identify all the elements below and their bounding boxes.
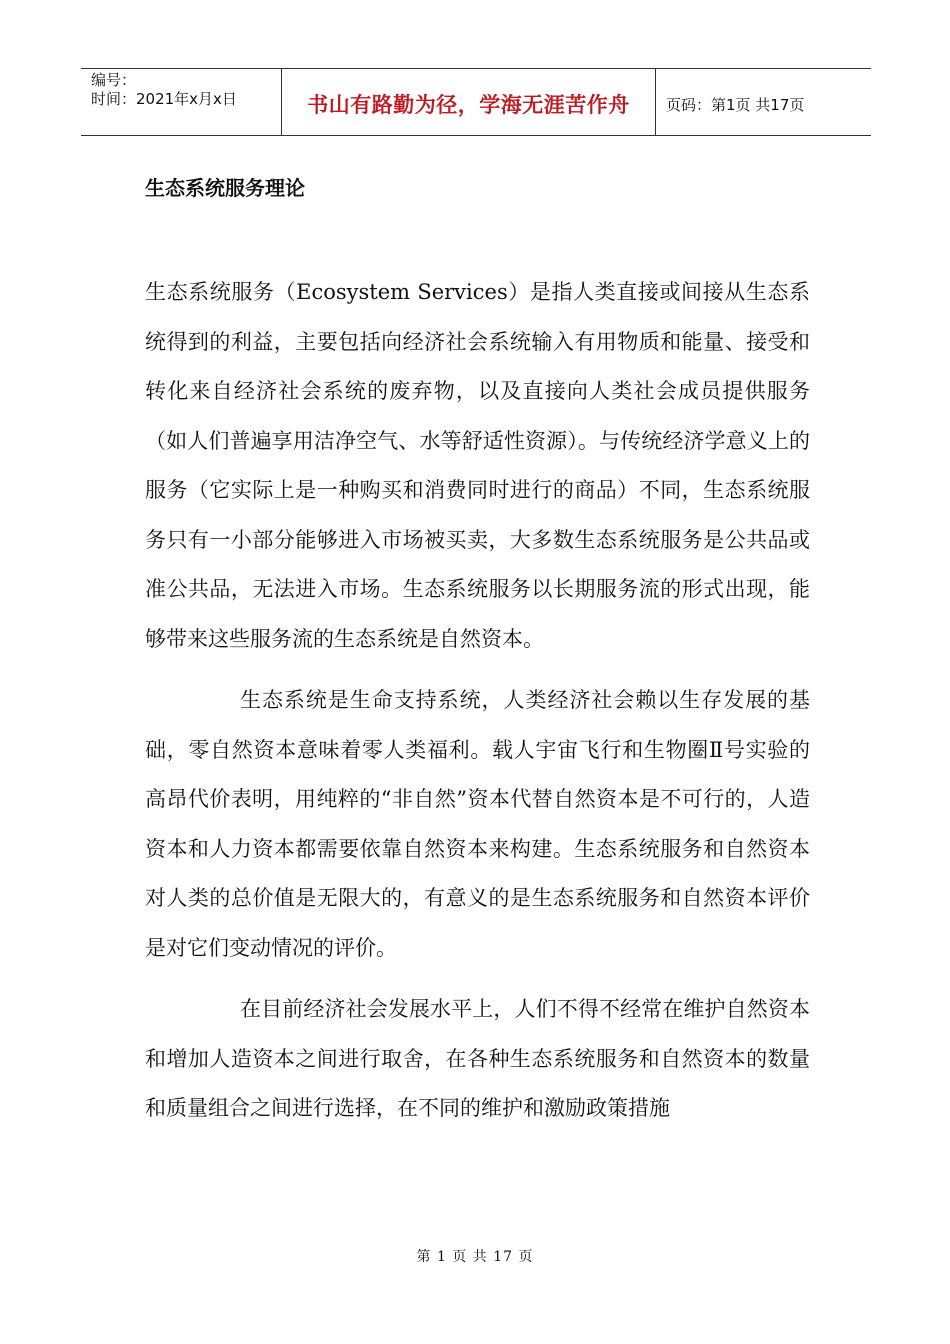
- header-motto-cell: [282, 69, 656, 135]
- paragraph-1: 生态系统服务（Ecosystem Services）是指人类直接或间接从生态系统得到的利益，主要包括向经济社会系统输入有用物质和能量、接受和转化来自经济社会系统的废弃物，以及直接向人类社会成员提供服务（如人们普遍享用洁净空气、水等舒适性资源）。与传统经济学意义上的服务（它实际上是一种购买和消费同时进行的商品）不同，生态系统服务只有一小部分能够进入市场被买卖，大多数生态系统服务是公共品或准公共品，无法进入市场。生态系统服务以长期服务流的形式出现，能够带来这些服务流的生态系统是自然资本。: [145, 280, 810, 651]
- document-number-label: 编号：: [91, 71, 137, 89]
- header-meta-cell: [81, 69, 282, 135]
- document-title: 生态系统服务理论: [145, 176, 305, 200]
- document-body: [145, 160, 810, 1134]
- page-footer: 第 1 页 共 17 页: [416, 1249, 534, 1265]
- header-page-info: 页码：第1页 共17页: [666, 95, 805, 114]
- header-motto: 书山有路勤为径，学海无涯苦作舟: [307, 93, 630, 117]
- document-date-label: 时间：2021年x月x日: [91, 90, 237, 108]
- paragraph-2: 生态系统是生命支持系统，人类经济社会赖以生存发展的基础，零自然资本意味着零人类福利。载人宇宙飞行和生物圈Ⅱ号实验的高昂代价表明，用纯粹的“非自然”资本代替自然资本是不可行的，人造资本和人力资本都需要依靠自然资本来构建。生态系统服务和自然资本对人类的总价值是无限大的，有意义的是生态系统服务和自然资本评价是对它们变动情况的评价。: [145, 688, 810, 960]
- header-page-cell: [656, 69, 871, 135]
- document-header: [81, 68, 871, 136]
- paragraph-3: 在目前经济社会发展水平上，人们不得不经常在维护自然资本和增加人造资本之间进行取舍，在各种生态系统服务和自然资本的数量和质量组合之间进行选择，在不同的维护和激励政策措施: [145, 997, 810, 1120]
